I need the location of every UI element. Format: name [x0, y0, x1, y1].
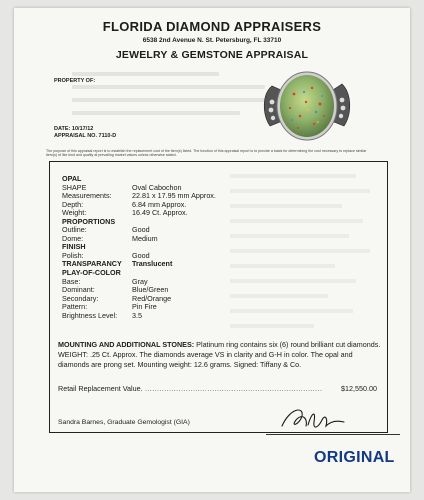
spec-label: Outline: [62, 225, 87, 235]
mounting-heading: MOUNTING AND ADDITIONAL STONES: [58, 340, 195, 349]
appraisal-date: DATE: 10/17/12 [54, 126, 94, 132]
retail-value-label: Retail Replacement Value. [58, 384, 143, 393]
appraisal-number: APPRAISAL NO. 7110-D [54, 133, 117, 139]
mounting-description [58, 340, 383, 371]
date-block [54, 126, 116, 140]
signature-line [266, 434, 400, 435]
spec-label: TRANSPARANCY [62, 259, 122, 269]
appraisal-details-box [49, 161, 388, 433]
spec-label: Polish: [62, 250, 84, 260]
leader-dots: .......................................................................... [145, 384, 323, 393]
company-name: FLORIDA DIAMOND APPRAISERS [102, 19, 322, 34]
spec-label: Dominant: [62, 285, 95, 295]
spec-value: Good [132, 250, 150, 260]
spec-value: Translucent [132, 259, 173, 269]
spec-label: Secondary: [62, 293, 99, 303]
spec-label: PLAY-OF-COLOR [62, 268, 121, 278]
spec-value: 22.81 x 17.95 mm Approx. [132, 191, 216, 201]
spec-label: Depth: [62, 199, 84, 209]
mounting-text: Platinum ring contains six (6) round brilliant cut diamonds. WEIGHT: .25 Ct. Approx. The diamonds average VS in clarity and G-H in color. The opal and diamonds are prong set. Mounting weight: 12.6 grams. Signed: Tiffany & Co. [58, 340, 381, 370]
spec-value: Pin Fire [132, 302, 157, 312]
company-address: 6538 2nd Avenue N. St. Petersburg, FL 33710 [142, 37, 282, 44]
spec-label: Pattern: [62, 302, 88, 312]
spec-value: 6.84 mm Approx. [132, 199, 187, 209]
faint-reverse-print [72, 72, 282, 130]
appraisal-document [14, 8, 410, 492]
purpose-fine-print: The purpose of this appraisal report is to establish the replacement cost of the item(s) listed. The function of this appraisal report is to provide a basis for determining the cost necessary to replace similar item(s) of like kind and quality at prevailing market values unless otherwise stated. [46, 149, 367, 158]
spec-label: Brightness Level: [62, 310, 118, 320]
retail-value-amount: $12,550.00 [341, 384, 377, 393]
spec-value: Good [132, 225, 150, 235]
property-of-label: PROPERTY OF: [54, 78, 96, 84]
spec-label: SHAPE [62, 182, 87, 192]
gemologist-signature [278, 404, 348, 434]
spec-value: Gray [132, 276, 148, 286]
spec-label: Dome: [62, 233, 84, 243]
spec-value: Blue/Green [132, 285, 169, 295]
spec-value: Oval Cabochon [132, 182, 182, 192]
opal-ring-photo [254, 64, 360, 146]
spec-value: Red/Orange [132, 293, 172, 303]
spec-label: FINISH [62, 242, 86, 252]
spec-label: PROPORTIONS [62, 216, 116, 226]
document-subtitle: JEWELRY & GEMSTONE APPRAISAL [115, 49, 309, 61]
faint-reverse-table [230, 174, 370, 339]
spec-label: Measurements: [62, 191, 112, 201]
gemologist-name: Sandra Barnes, Graduate Gemologist (GIA) [58, 419, 190, 426]
spec-label: Base: [62, 276, 81, 286]
spec-label: OPAL [62, 174, 82, 183]
spec-value: Medium [132, 233, 158, 243]
spec-label: Weight: [62, 208, 87, 218]
spec-value: 16.49 Ct. Approx. [132, 208, 188, 218]
spec-value: 3.5 [132, 310, 142, 320]
original-stamp: ORIGINAL [314, 449, 395, 466]
